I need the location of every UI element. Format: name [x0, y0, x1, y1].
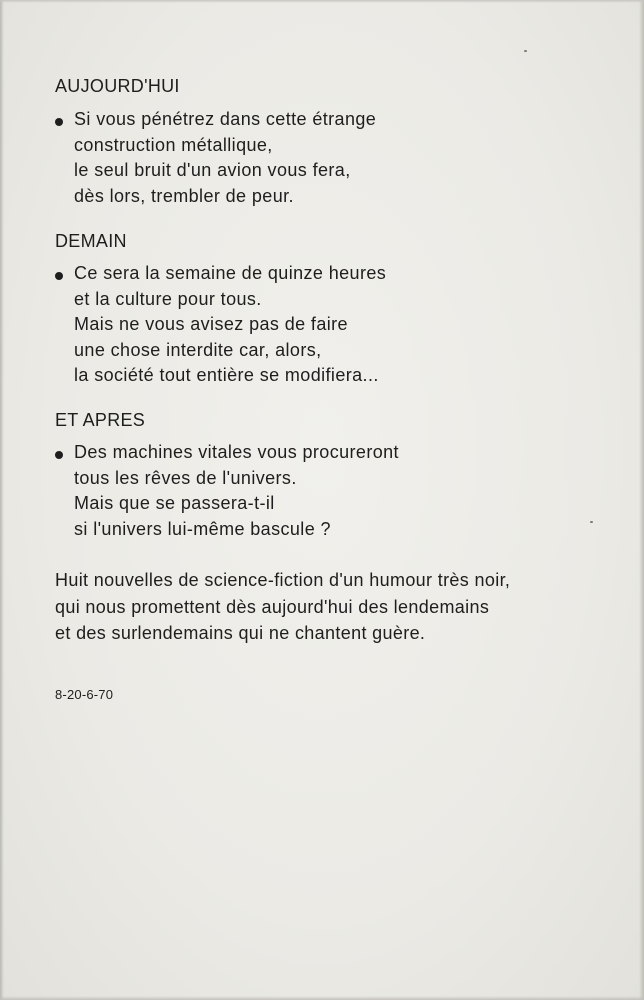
catalog-code: 8-20-6-70 — [55, 687, 114, 702]
bullet-line: si l'univers lui-même bascule ? — [74, 518, 331, 539]
bullet-line: une chose interdite car, alors, — [74, 339, 322, 360]
summary-paragraph — [55, 567, 615, 647]
section-title-aujourdhui: AUJOURD'HUI — [55, 76, 180, 96]
page-edge-left — [0, 0, 4, 1000]
section-bullet-demain — [55, 261, 575, 389]
bullet-line: la société tout entière se modifiera... — [74, 365, 379, 385]
bullet-line: le seul bruit d'un avion vous fera, — [74, 160, 351, 180]
paper-speck — [590, 521, 593, 523]
section-bullet-et-apres — [55, 440, 575, 542]
bullet-line: et la culture pour tous. — [74, 288, 262, 309]
summary-line: et des surlendemains qui ne chantent guère. — [55, 623, 426, 643]
page-edge-right — [639, 0, 644, 1000]
bullet-line: Mais ne vous avisez pas de faire — [74, 314, 348, 334]
summary-line: qui nous promettent dès aujourd'hui des lendemains — [55, 596, 490, 617]
bullet-line: Si vous pénétrez dans cette étrange — [74, 109, 377, 129]
bullet-line: dès lors, trembler de peur. — [74, 185, 294, 206]
bullet-dot — [55, 272, 63, 280]
bullet-dot — [55, 451, 63, 459]
bullet-dot — [55, 118, 63, 126]
paper-speck — [524, 50, 527, 52]
bullet-line: Ce sera la semaine de quinze heures — [74, 263, 387, 283]
section-bullet-aujourdhui — [55, 107, 575, 209]
summary-line: Huit nouvelles de science-fiction d'un humour très noir, — [55, 570, 511, 590]
bullet-line: Mais que se passera-t-il — [74, 493, 275, 513]
page-edge-top — [0, 0, 644, 3]
bullet-line: tous les rêves de l'univers. — [74, 467, 297, 488]
section-title-demain: DEMAIN — [55, 231, 127, 251]
bullet-line: Des machines vitales vous procureront — [74, 442, 399, 462]
bullet-line: construction métallique, — [74, 134, 273, 155]
section-title-et-apres: ET APRES — [55, 410, 146, 430]
page-edge-bottom — [0, 996, 644, 1000]
